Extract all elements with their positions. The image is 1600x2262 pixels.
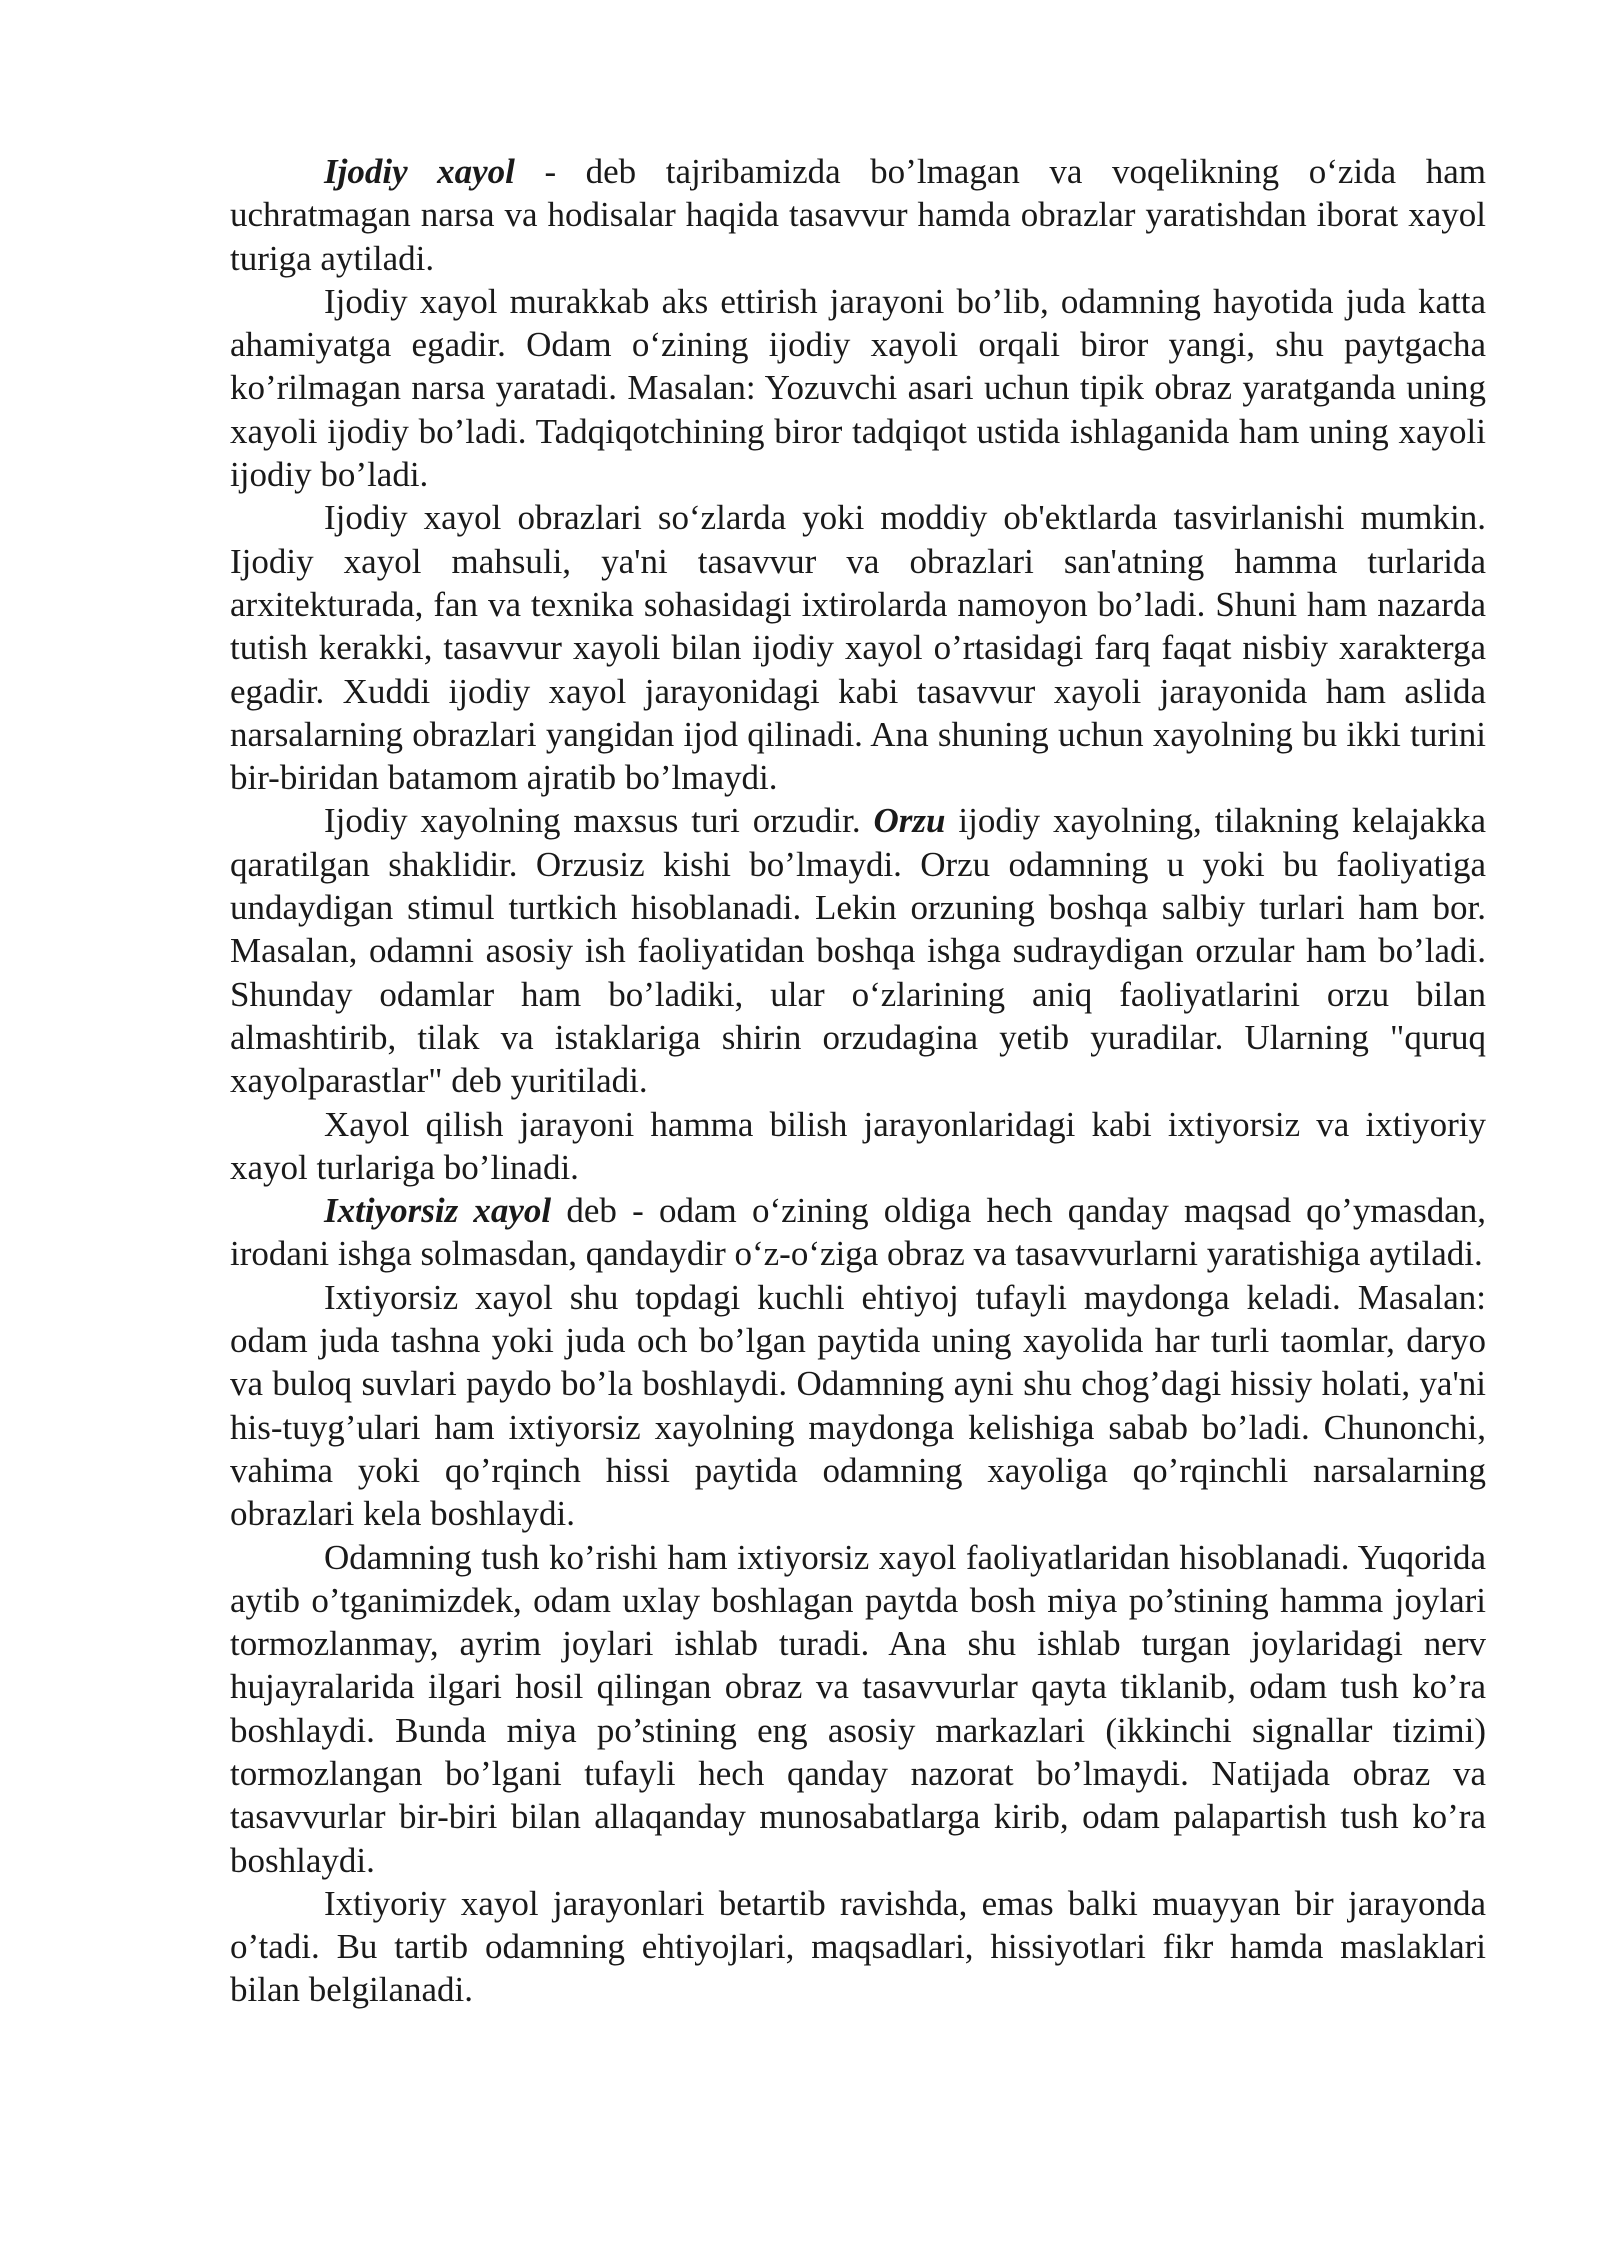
paragraph-tush-korish bbox=[230, 1536, 1486, 1882]
paragraph-text-before: Ijodiy xayolning maxsus turi orzudir. bbox=[324, 801, 874, 841]
document-page bbox=[230, 150, 1486, 2012]
paragraph-ijodiy-xayol-process bbox=[230, 280, 1486, 496]
paragraph-text: Odamning tush ko’rishi ham ixtiyorsiz xayol faoliyatlaridan hisoblanadi. Yuqorida aytib o’tganimizdek, odam uxlay boshlagan paytda bosh miya po’stining hamma joylari tormozlanmay, ayrim joylari ishlab turadi. Ana shu ishlab turgan joylaridagi nerv hujayralarida ilgari hosil qilingan obraz va tasavvurlar qayta tiklanib, odam tush ko’ra boshlaydi. Bunda miya po’stining eng asosiy markazlari (ikkinchi signallar tizimi) tormozlangan bo’lgani tufayli hech qanday nazorat bo’lmaydi. Natijada obraz va tasavvurlar bir-biri bilan allaqanday munosabatlarga kirib, odam palapartish tush ko’ra boshlaydi. bbox=[230, 1537, 1486, 1880]
paragraph-text: Ixtiyoriy xayol jarayonlari betartib ravishda, emas balki muayyan bir jarayonda o’tadi. Bu tartib odamning ehtiyojlari, maqsadlari, hissiyotlari fikr hamda maslaklari bilan belgilanadi. bbox=[230, 1883, 1486, 2010]
paragraph-text: Ijodiy xayol obrazlari so‘zlarda yoki moddiy ob'ektlarda tasvirlanishi mumkin. Ijodiy xayol mahsuli, ya'ni tasavvur va obrazlari san'atning hamma turlarida arxitekturada, fan va texnika sohasidagi ixtirolarda namoyon bo’ladi. Shuni ham nazarda tutish kerakki, tasavvur xayoli bilan ijodiy xayol o’rtasidagi farq faqat nisbiy xarakterga egadir. Xuddi ijodiy xayol jarayonidagi kabi tasavvur xayoli jarayonida ham aslida narsalarning obrazlari yangidan ijod qilinadi. Ana shuning uchun xayolning bu ikki turini bir-biridan batamom ajratib bo’lmaydi. bbox=[230, 498, 1486, 798]
paragraph-ixtiyoriy-xayol bbox=[230, 1882, 1486, 2012]
paragraph-text: Ijodiy xayol murakkab aks ettirish jarayoni bo’lib, odamning hayotida juda katta ahamiyatga egadir. Odam o‘zining ijodiy xayoli orqali biror yangi, shu paytgacha ko’rilmagan narsa yaratadi. Masalan: Yozuvchi asari uchun tipik obraz yaratganda uning xayoli ijodiy bo’ladi. Tadqiqotchining biror tadqiqot ustida ishlaganida ham uning xayoli ijodiy bo’ladi. bbox=[230, 281, 1486, 495]
paragraph-text: deb - odam o‘zining oldiga hech qanday maqsad qo’ymasdan, irodani ishga solmasdan, qandaydir o‘z-o‘ziga obraz va tasavvurlarni yaratishiga aytiladi. bbox=[230, 1191, 1486, 1274]
paragraph-text: ijodiy xayolning, tilakning kelajakka qaratilgan shaklidir. Orzusiz kishi bo’lmaydi. Orzu odamning u yoki bu faoliyatiga undaydigan stimul turtkich hisoblanadi. Lekin orzuning boshqa salbiy turlari ham bor. Masalan, odamni asosiy ish faoliyatidan boshqa ishga sudraydigan orzular ham bo’ladi. Shunday odamlar ham bo’ladiki, ular o‘zlarining aniq faoliyatlarini orzu bilan almashtirib, tilak va istaklariga shirin orzudagina yetib yuradilar. Ularning "quruq xayolparastlar" deb yuritiladi. bbox=[230, 801, 1486, 1101]
paragraph-text: Ixtiyorsiz xayol shu topdagi kuchli ehtiyoj tufayli maydonga keladi. Masalan: odam juda tashna yoki juda och bo’lgan paytida uning xayolida har turli taomlar, daryo va buloq suvlari paydo bo’la boshlaydi. Odamning ayni shu chog’dagi hissiy holati, ya'ni his-tuyg’ulari ham ixtiyorsiz xayolning maydonga kelishiga sabab bo’ladi. Chunonchi, vahima yoki qo’rqinch hissi paytida odamning xayoliga qo’rqinchli narsalarning obrazlari kela boshlaydi. bbox=[230, 1277, 1486, 1534]
term-orzu: Orzu bbox=[873, 801, 946, 841]
paragraph-ijodiy-xayol-definition bbox=[230, 150, 1486, 280]
paragraph-ijodiy-xayol-obrazlari bbox=[230, 496, 1486, 799]
paragraph-ixtiyorsiz-xayol-definition bbox=[230, 1189, 1486, 1276]
paragraph-text: - deb tajribamizda bo’lmagan va voqelikning o‘zida ham uchratmagan narsa va hodisalar haqida tasavvur hamda obrazlar yaratishdan iborat xayol turiga aytiladi. bbox=[230, 152, 1486, 278]
paragraph-orzu bbox=[230, 799, 1486, 1102]
paragraph-ixtiyorsiz-xayol-ehtiyoj bbox=[230, 1276, 1486, 1536]
term-ijodiy-xayol: Ijodiy xayol bbox=[324, 152, 515, 191]
paragraph-xayol-turlari bbox=[230, 1103, 1486, 1190]
paragraph-text: Xayol qilish jarayoni hamma bilish jarayonlaridagi kabi ixtiyorsiz va ixtiyoriy xayol turlariga bo’linadi. bbox=[230, 1104, 1486, 1187]
term-ixtiyorsiz-xayol: Ixtiyorsiz xayol bbox=[324, 1191, 552, 1231]
